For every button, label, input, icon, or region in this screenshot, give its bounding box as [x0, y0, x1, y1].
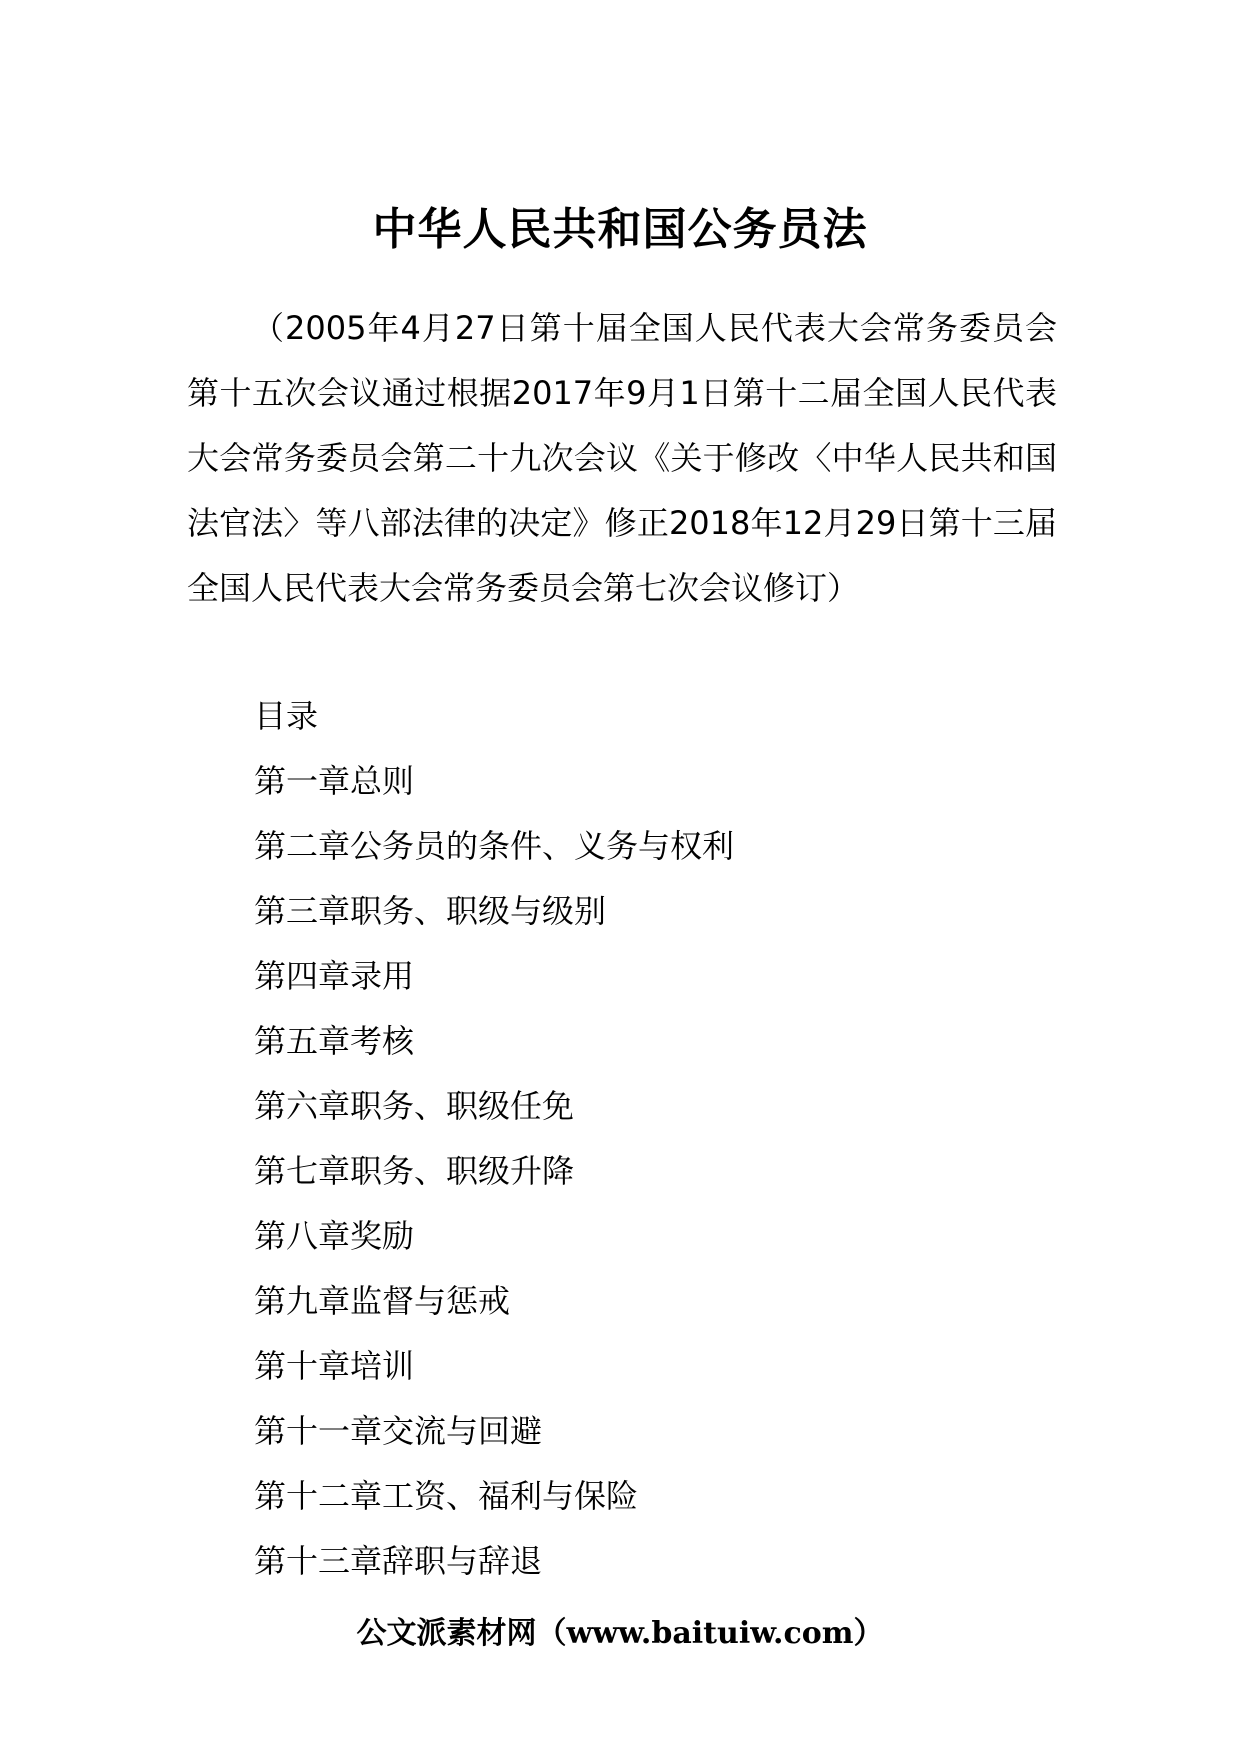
toc-item: 第十章培训: [254, 1347, 415, 1385]
toc-item: 第一章总则: [254, 762, 415, 800]
toc-item: 第六章职务、职级任免: [254, 1087, 575, 1125]
toc-item: 第九章监督与惩戒: [254, 1282, 511, 1320]
toc-heading: 目录: [254, 697, 319, 735]
toc-item: 第十三章辞职与辞退: [254, 1542, 543, 1580]
preamble-paragraph: [187, 296, 1057, 621]
toc-item: 第十二章工资、福利与保险: [254, 1477, 639, 1515]
footer-watermark: 公文派素材网（www.baituiw.com）: [356, 1616, 884, 1651]
toc-item: 第四章录用: [254, 957, 415, 995]
toc-item: 第五章考核: [254, 1022, 415, 1060]
toc-item: 第三章职务、职级与级别: [254, 892, 607, 930]
toc-item: 第十一章交流与回避: [254, 1412, 543, 1450]
toc-item: 第二章公务员的条件、义务与权利: [254, 827, 735, 865]
toc-item: 第七章职务、职级升降: [254, 1152, 575, 1190]
table-of-contents: [254, 684, 734, 1594]
document-title: 中华人民共和国公务员法: [372, 204, 868, 255]
preamble-text: （2005年4月27日第十届全国人民代表大会常务委员会第十五次会议通过根据2017年9月1日第十二届全国人民代表大会常务委员会第二十九次会议《关于修改〈中华人民共和国法官法〉等八部法律的决定》修正2018年12月29日第十三届全国人民代表大会常务委员会第七次会议修订）: [187, 309, 1057, 607]
toc-item: 第八章奖励: [254, 1217, 415, 1255]
